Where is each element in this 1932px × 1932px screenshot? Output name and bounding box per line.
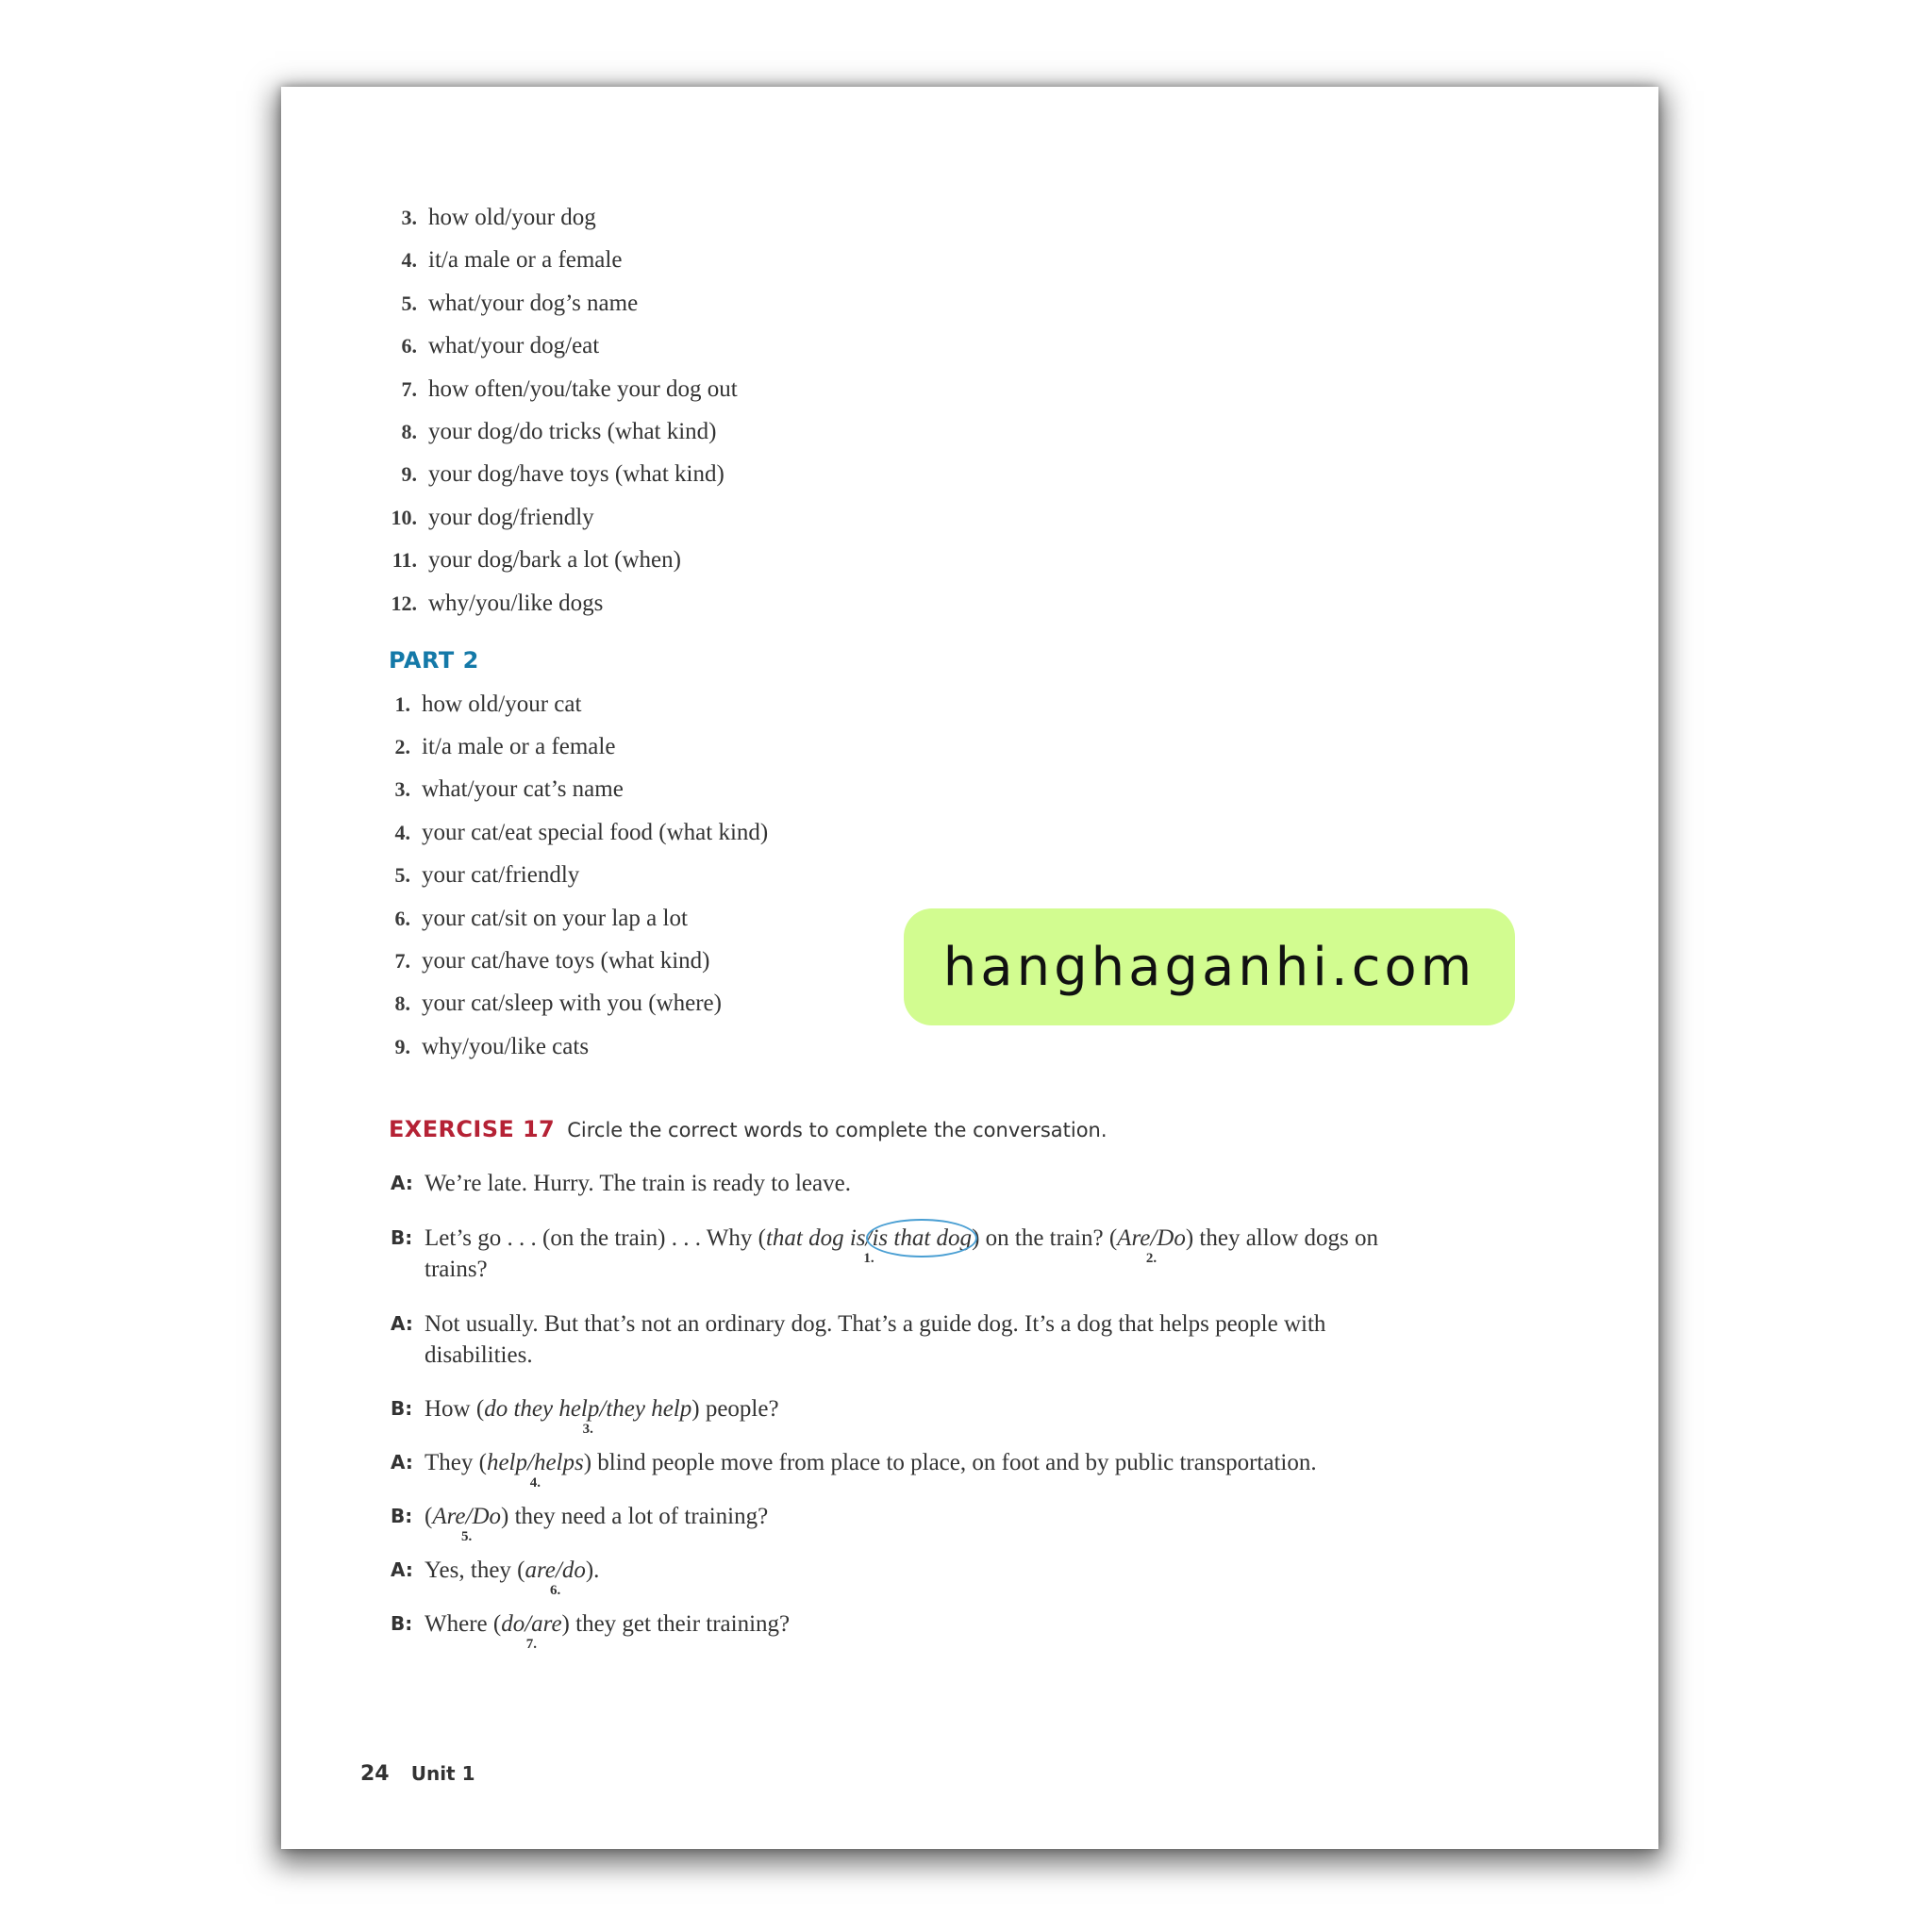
dialogue-text: Let’s go . . . (on the train) . . . Why (that dog is/is that dog 1. ) on the train? (Are/Do 2. ) they allow dogs on trains? [425, 1223, 1391, 1285]
list-item: 4. your cat/eat special food (what kind) [394, 820, 769, 845]
circled-answer: is that dog [872, 1223, 972, 1254]
exercise-instruction: Circle the correct words to complete the conversation. [567, 1119, 1108, 1141]
speaker-label: B: [391, 1612, 413, 1635]
list-item: 7. your cat/have toys (what kind) [394, 948, 710, 974]
answer-circle [866, 1219, 977, 1257]
list-item: 12. why/you/like dogs [391, 591, 604, 616]
dialogue-text: Yes, they (are/do 6. ). [425, 1555, 1391, 1586]
answer-option-6: are/do 6. [525, 1555, 586, 1586]
answer-option-1: that dog is/is that dog 1. [766, 1223, 972, 1254]
dialogue-text: Where (do/are 7. ) they get their training? [425, 1608, 1391, 1640]
speaker-label: A: [391, 1312, 413, 1335]
speaker-label: A: [391, 1558, 413, 1581]
blank-number: 6. [550, 1583, 561, 1598]
list-item: 1. how old/your cat [394, 691, 582, 717]
watermark-badge: hanghaganhi.com [904, 908, 1515, 1025]
blank-number: 7. [525, 1637, 537, 1652]
dialogue-text: Not usually. But that’s not an ordinary dog. That’s a guide dog. It’s a dog that helps people with disabilities. [425, 1311, 1326, 1368]
list-item: 7. how often/you/take your dog out [401, 376, 738, 402]
dialogue-text: How (do they help/they help 3. ) people? [425, 1393, 1391, 1424]
dialogue-line [391, 1308, 1334, 1371]
list-item: 6. your cat/sit on your lap a lot [394, 906, 688, 931]
list-item: 3. what/your cat’s name [394, 776, 624, 802]
list-item: 4. it/a male or a female [401, 247, 623, 273]
speaker-label: A: [391, 1172, 413, 1194]
exercise-heading [389, 1116, 1108, 1142]
answer-option-5: Are/Do 5. [432, 1501, 501, 1532]
list-item: 8. your cat/sleep with you (where) [394, 991, 722, 1016]
answer-option-4: help/helps 4. [487, 1447, 584, 1478]
blank-number: 3. [582, 1422, 593, 1437]
exercise-label: EXERCISE 17 [389, 1116, 556, 1142]
blank-number: 2. [1145, 1251, 1158, 1266]
list-item: 3. how old/your dog [401, 205, 596, 230]
dialogue-line [391, 1555, 1391, 1598]
answer-option-7: do/are 7. [501, 1608, 561, 1640]
list-item: 9. your dog/have toys (what kind) [401, 461, 724, 487]
list-item: 11. your dog/bark a lot (when) [391, 547, 681, 573]
speaker-label: B: [391, 1505, 413, 1527]
speaker-label: B: [391, 1397, 413, 1420]
unit-label: Unit 1 [410, 1762, 475, 1785]
dialogue-text: (Are/Do 5. ) they need a lot of training? [425, 1501, 1391, 1532]
speaker-label: A: [391, 1451, 413, 1474]
page-footer [360, 1762, 475, 1786]
blank-number: 1. [863, 1251, 874, 1266]
list-item: 9. why/you/like cats [394, 1034, 590, 1059]
dialogue-line [391, 1393, 1391, 1437]
page-number: 24 [360, 1762, 390, 1786]
answer-option-3: do they help/they help 3. [484, 1393, 691, 1424]
dialogue-line [391, 1501, 1391, 1544]
dialogue-line [391, 1608, 1391, 1652]
list-item: 2. it/a male or a female [394, 734, 616, 759]
dialogue-line [391, 1168, 1391, 1199]
list-item: 6. what/your dog/eat [401, 333, 600, 358]
dialogue-line [391, 1223, 1391, 1285]
blank-number: 5. [461, 1529, 473, 1544]
list-item: 5. your cat/friendly [394, 862, 580, 888]
list-item: 10. your dog/friendly [391, 505, 594, 530]
part2-heading: PART 2 [389, 647, 479, 674]
answer-option-2: Are/Do 2. [1117, 1223, 1186, 1254]
dialogue-text: We’re late. Hurry. The train is ready to leave. [425, 1171, 851, 1196]
dialogue-line [391, 1447, 1428, 1491]
speaker-label: B: [391, 1226, 413, 1249]
list-item: 5. what/your dog’s name [401, 291, 639, 316]
blank-number: 4. [529, 1475, 541, 1491]
dialogue-text: They (help/helps 4. ) blind people move from place to place, on foot and by public transportation. [425, 1447, 1428, 1478]
list-item: 8. your dog/do tricks (what kind) [401, 419, 717, 444]
